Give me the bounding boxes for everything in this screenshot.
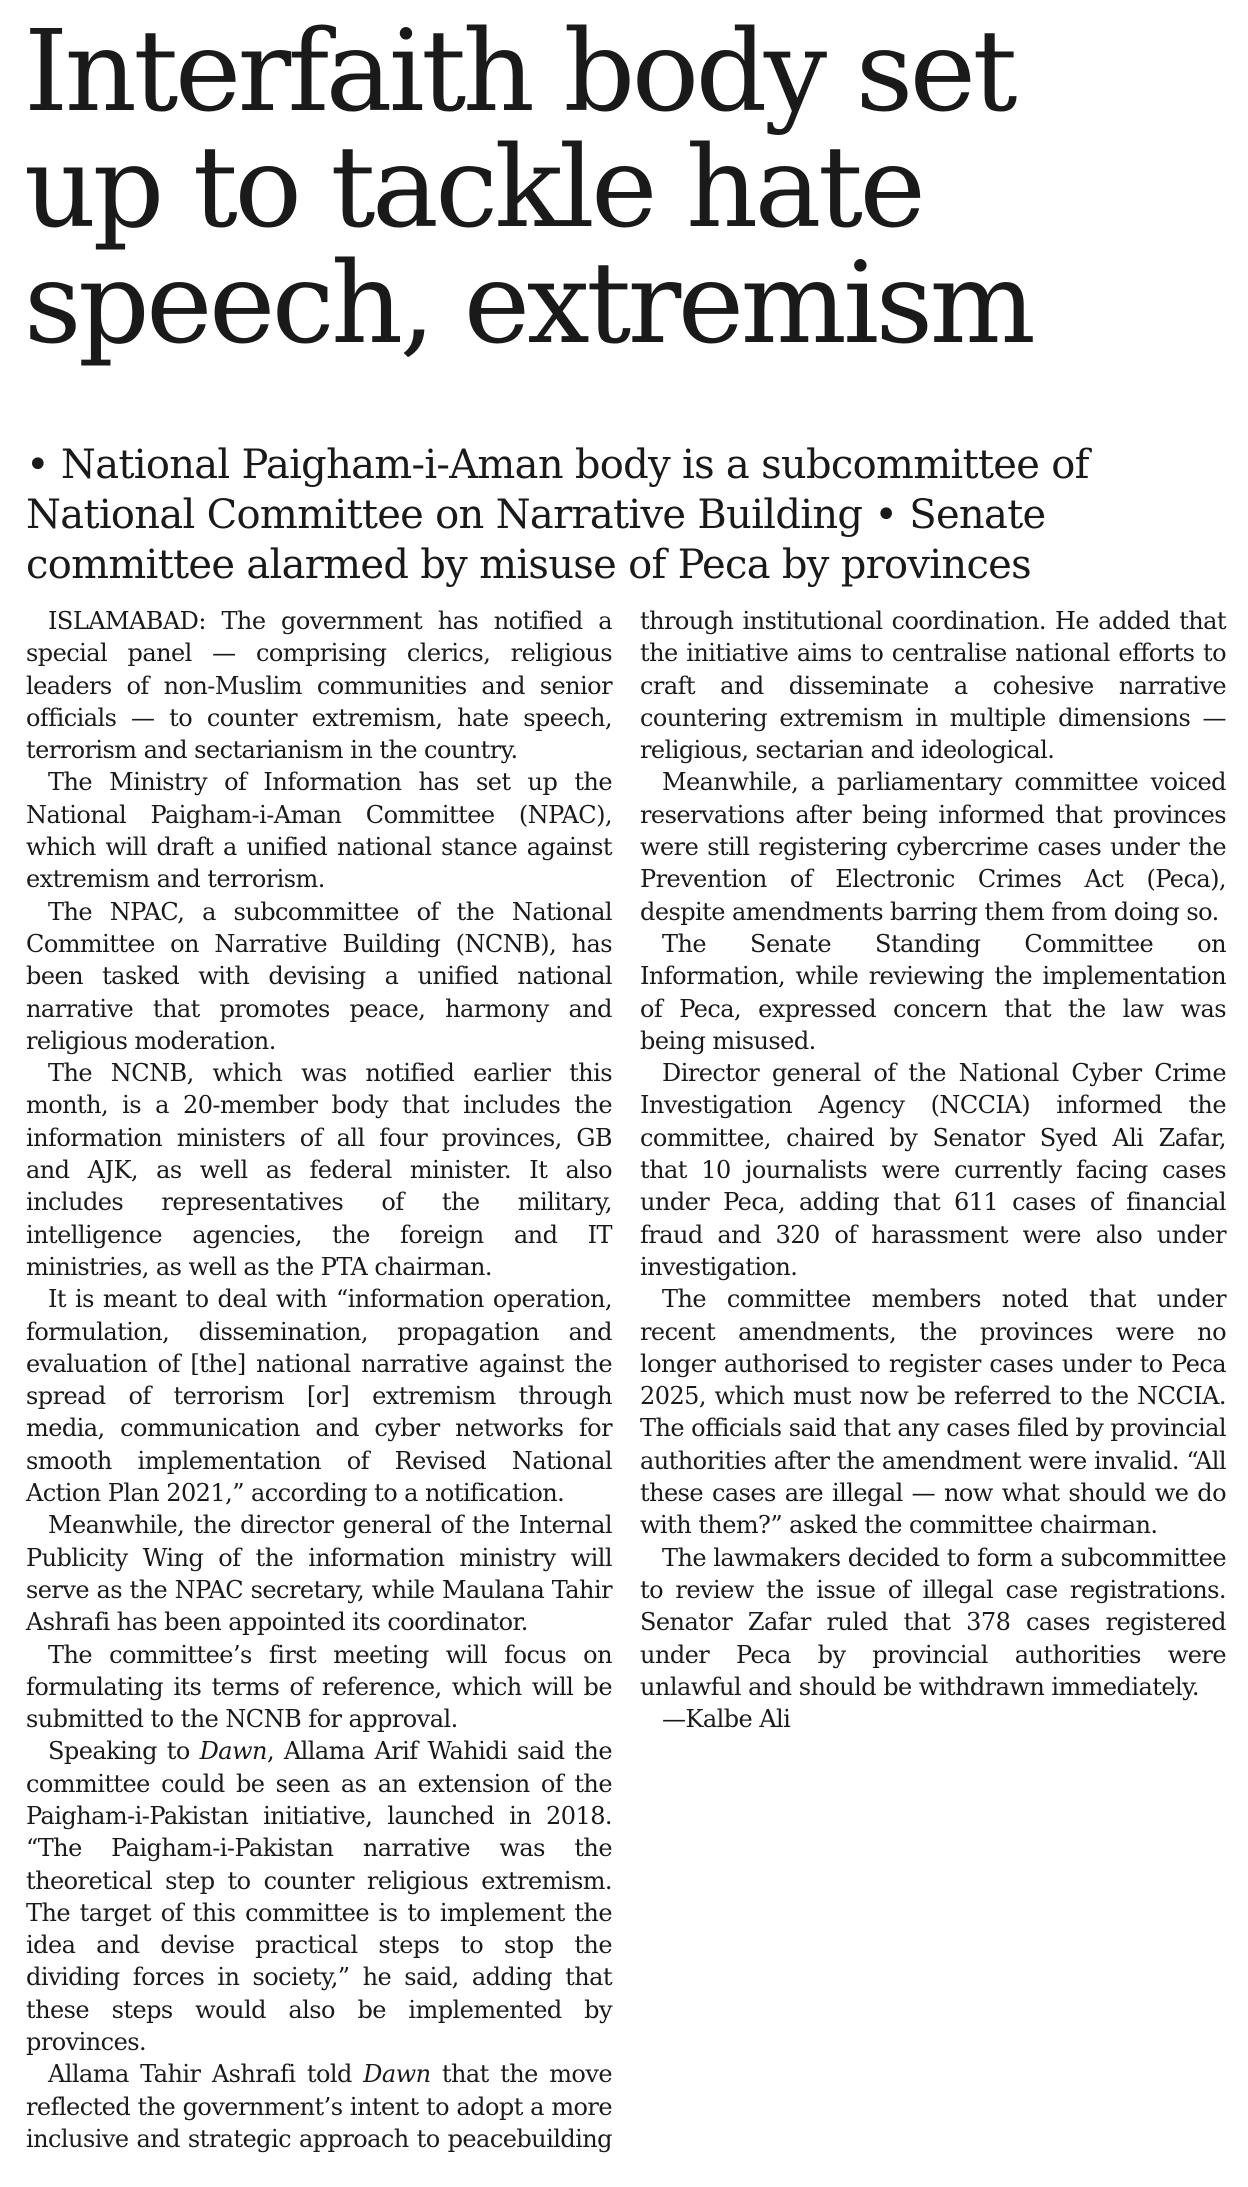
paragraph-text: Allama Tahir Ashrafi told — [48, 2060, 364, 2089]
article-paragraph — [26, 1735, 612, 2058]
headline-line-2: up to tackle hate — [24, 123, 923, 253]
article-paragraph: The committee members noted that under recent amendments, the provinces were no longer authorised to register cases under to Peca 2025, which must now be referred to the NCCIA. The officials said that any cases filed by provincial authorities after the amendment were invalid. “All these cases are illegal — now what should we do with them?” asked the committee chairman. — [640, 1285, 1226, 1540]
article-paragraph: The NPAC, a subcommittee of the National Committee on Narrative Building (NCNB), has been tasked with devising a unified national narrative that promotes peace, harmony and religious moderation. — [26, 897, 612, 1055]
deck-line-3: committee alarmed by misuse of Peca by provinces — [26, 542, 1031, 588]
article-paragraph: Meanwhile, the director general of the Internal Publicity Wing of the information ministry will serve as the NPAC secretary, while Maulana Tahir Ashrafi has been appointed its coordinator. — [26, 1511, 612, 1637]
deck-subheadline — [26, 440, 1226, 590]
article-paragraph: Meanwhile, a parliamentary committee voiced reservations after being informed that provinces were still registering cybercrime cases under the Prevention of Electronic Crimes Act (Peca), despite amendments barring them from doing so. — [640, 768, 1226, 926]
article-paragraph: The committee’s first meeting will focus on formulating its terms of reference, which will be submitted to the NCNB for approval. — [26, 1640, 612, 1734]
headline — [24, 7, 1234, 369]
headline-line-1: Interfaith body set — [24, 7, 1014, 137]
paragraph-text: Speaking to — [48, 1737, 200, 1766]
article-paragraph: The lawmakers decided to form a subcommittee to review the issue of illegal case registrations. Senator Zafar ruled that 378 cases registered under Peca by provincial authorities were unlawful and should be withdrawn immediately. — [640, 1543, 1226, 1701]
article-paragraph: The Ministry of Information has set up the National Paigham-i-Aman Committee (NPAC), which will draft a unified national stance against extremism and terrorism. — [26, 768, 612, 894]
article-paragraph-dateline: ISLAMABAD: The government has notified a special panel — comprising clerics, religious leaders of non-Muslim communities and senior officials — to counter extremism, hate speech, terrorism and sectarianism in the country. — [26, 607, 612, 765]
publication-name: Dawn — [363, 2060, 431, 2089]
article-body — [26, 605, 1226, 2175]
deck-line-1: • National Paigham-i-Aman body is a subcommittee of — [26, 442, 1089, 488]
article-paragraph: The NCNB, which was notified earlier this month, is a 20-member body that includes the information ministers of all four provinces, GB and AJK, as well as federal minister. It also includes representatives of the military, intelligence agencies, the foreign and IT ministries, as well as the PTA chairman. — [26, 1059, 612, 1281]
paragraph-text: , Allama Arif Wahidi said the committee could be seen as an extension of the Paigham-i-Pakistan initiative, launched in 2018. “The Paigham-i-Pakistan narrative was the theoretical step to counter religious extremism. The target of this committee is to implement the idea and devise practical steps to stop the dividing forces in society,” he said, adding that these steps would also be implemented by provinces. — [26, 1737, 612, 2057]
headline-line-3: speech, extremism — [24, 239, 1033, 369]
article-paragraph: The Senate Standing Committee on Information, while reviewing the implementation of Peca, expressed concern that the law was being misused. — [640, 929, 1226, 1055]
paragraph-text: that the move reflected the government’s intent to adopt a more inclusive and strategic approach to peacebuilding through institutional coordination. He added that the initiative aims to centralise national efforts to craft and disseminate a cohesive narrative countering extremism in multiple dimensions — religious, sectarian and ideological. — [26, 607, 1226, 2153]
publication-name: Dawn — [199, 1737, 267, 1766]
byline: —Kalbe Ali — [662, 1705, 791, 1734]
article-paragraph: Director general of the National Cyber Crime Investigation Agency (NCCIA) informed the committee, chaired by Senator Syed Ali Zafar, that 10 journalists were currently facing cases under Peca, adding that 611 cases of financial fraud and 320 of harassment were also under investigation. — [640, 1059, 1226, 1281]
article-paragraph: It is meant to deal with “information operation, formulation, dissemination, propagation and evaluation of [the] national narrative against the spread of terrorism [or] extremism through media, communication and cyber networks for smooth implementation of Revised National Action Plan 2021,” according to a notification. — [26, 1285, 612, 1508]
deck-line-2: National Committee on Narrative Building • Senate — [26, 492, 1046, 538]
